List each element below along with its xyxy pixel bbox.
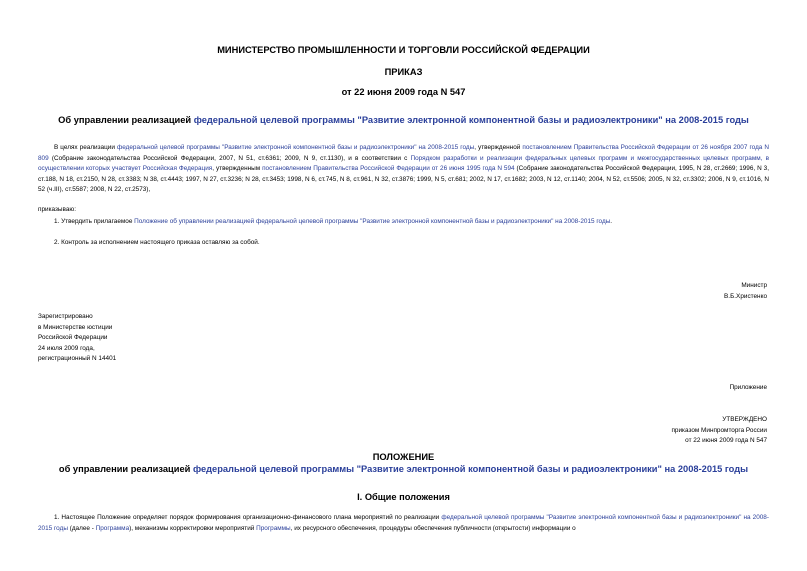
p1-text-2: (далее - [67, 524, 96, 532]
p1-text-4: , их ресурсного обеспечения, процедуры обеспечения публичности (открытости) информации о [290, 524, 576, 532]
order-item-2: 2. Контроль за исполнением настоящего приказа оставляю за собой. [54, 239, 260, 246]
preamble-link-program[interactable]: федеральной целевой программы "Развитие электронной компонентной базы и радиоэлектроники" на 2008-2015 годы [116, 144, 475, 151]
registration-line: в Министерстве юстиции [38, 323, 113, 331]
approval-block [671, 415, 767, 447]
registration-line: 24 июля 2009 года, [38, 344, 95, 352]
appendix-label: Приложение [729, 384, 767, 391]
order-title [0, 115, 807, 125]
preamble-link-procedure[interactable]: Порядком разработки и реализации федеральных целевых программ и межгосударственных целевых программ, в осуществлении которых участвует Российская Федерация [38, 154, 769, 172]
item1-regulation-link[interactable]: Положение об управлении реализацией федеральной целевой программы "Развитие электронной компонентной базы и радиоэлектроники" на 2008-2015 годы [134, 218, 611, 225]
item1-prefix: 1. Утвердить прилагаемое [54, 218, 135, 225]
preamble-text-4: , утвержденным [212, 165, 263, 172]
preamble-text-2: , утвержденной [474, 144, 523, 151]
approval-line: УТВЕРЖДЕНО [722, 416, 767, 423]
preamble-text-3: (Собрание законодательства Российской Федерации, 2007, N 51, ст.6361; 2009, N 9, ст.1130), и в соответствии с [48, 154, 411, 162]
preamble-link-decree-809[interactable]: постановлением Правительства Российской Федерации от 26 ноября 2007 года N 809 [38, 144, 770, 162]
signature-position: Министр [741, 282, 767, 289]
signature-block [724, 281, 767, 302]
p1-text-1: 1. Настоящее Положение определяет порядок формирования организационно-финансового плана мероприятий по реализации [54, 514, 442, 521]
regulation-heading: ПОЛОЖЕНИЕ [372, 452, 435, 462]
title-prefix: Об управлении реализацией [58, 115, 194, 125]
ministry-heading: МИНИСТЕРСТВО ПРОМЫШЛЕННОСТИ И ТОРГОВЛИ РОССИЙСКОЙ ФЕДЕРАЦИИ [217, 45, 590, 55]
order-item-1 [54, 217, 774, 228]
p1-program-link[interactable]: федеральной целевой программы "Развитие электронной компонентной базы и радиоэлектроники" на 2008-2015 годы [38, 514, 769, 532]
registration-line: Зарегистрировано [38, 313, 93, 320]
order-date: от 22 июня 2009 года N 547 [341, 87, 466, 97]
p1-programma-link[interactable]: Программа [95, 524, 130, 532]
registration-line: Российской Федерации [38, 334, 108, 341]
preamble-text-5: (Собрание законодательства Российской Федерации, 1995, N 28, ст.2669; 1996, N 3, ст.188, N 18, ст.2150, N 28, ст.3383; N 38, ст.4443; 1997, N 27, ст.3236; N 28, ст.3453; 1998, N 6, ст.745, N 8, ст.961, N 32, ст.3876; 1999, N 5, ст.681; 2002, N 17, ст.1682; 2003, N 12, ст.1140; 2004, N 52, ст.5506; 2005, N 32, ст.3302; 2006, N 9, ст.1016, N 52 (ч.III), ст.5587; 2008, N 22, ст.2573), [38, 165, 770, 193]
preamble-paragraph [38, 143, 769, 196]
regulation-sub-prefix: об управлении реализацией [58, 464, 193, 474]
registration-block [38, 312, 116, 365]
program-link[interactable]: федеральной целевой программы "Развитие электронной компонентной базы и радиоэлектроники" на 2008-2015 годы [193, 115, 749, 125]
section-heading: I. Общие положения [357, 492, 450, 502]
registration-line: регистрационный N 14401 [38, 355, 117, 362]
regulation-program-link[interactable]: федеральной целевой программы "Развитие электронной компонентной базы и радиоэлектроники" на 2008-2015 годы [192, 464, 749, 474]
approval-line: приказом Минпромторга России [671, 426, 767, 434]
preamble-link-decree-594[interactable]: постановлением Правительства Российской Федерации от 26 июня 1995 года N 594 [262, 165, 515, 172]
p1-programmy-link[interactable]: Программы [256, 524, 291, 532]
preamble-text-1: В целях реализации [54, 144, 117, 151]
prikazyvayu: приказываю: [38, 206, 76, 213]
approval-line: от 22 июня 2009 года N 547 [685, 437, 767, 444]
item1-suffix: . [610, 218, 613, 225]
regulation-paragraph-1 [38, 513, 769, 534]
signature-name: В.Б.Христенко [724, 292, 767, 300]
regulation-subheading [0, 464, 807, 474]
p1-text-3: ), механизмы корректировки мероприятий [129, 524, 257, 532]
doc-type: ПРИКАЗ [384, 67, 423, 77]
